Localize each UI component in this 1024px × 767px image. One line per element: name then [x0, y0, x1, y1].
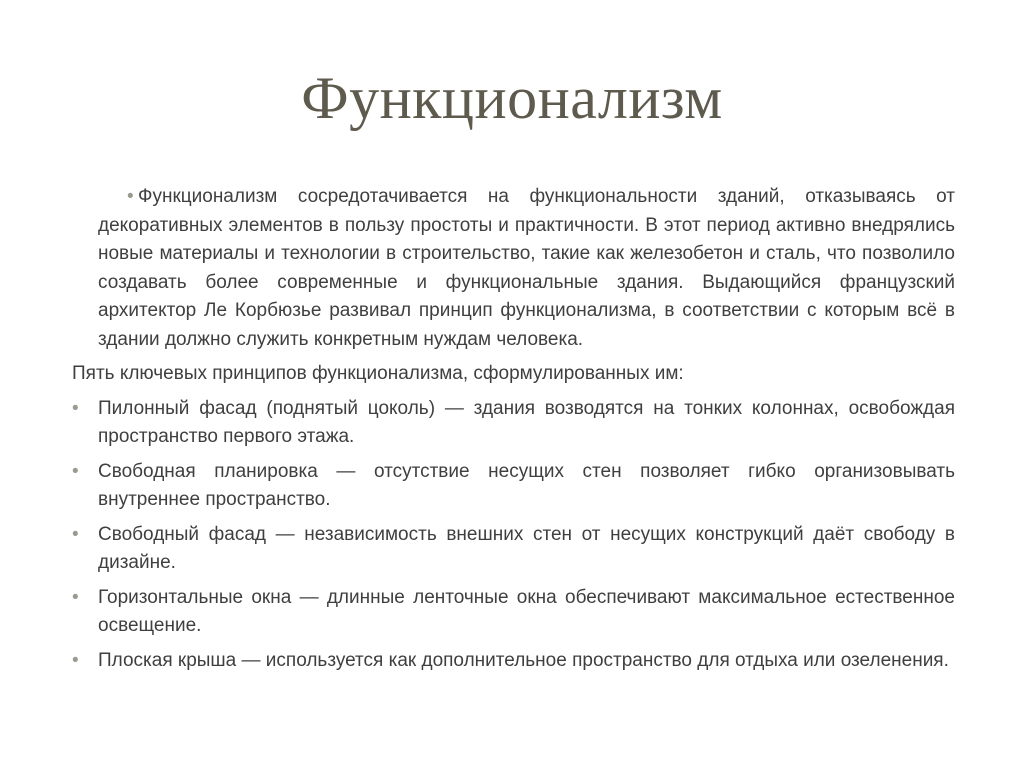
principle-text: Пилонный фасад (поднятый цоколь) — здания возводятся на тонких колоннах, освобождая пространство первого этажа. [98, 397, 955, 447]
bullet-icon: • [72, 460, 79, 482]
principle-item [72, 458, 955, 515]
bullet-icon: • [72, 649, 79, 671]
principle-item [72, 647, 955, 676]
bullet-icon: • [72, 397, 79, 419]
bullet-icon: • [72, 523, 79, 545]
slide-title: Функционализм [301, 65, 723, 131]
principle-item [72, 521, 955, 578]
intro-text: Функционализм сосредотачивается на функциональности зданий, отказываясь от декоративных элементов в пользу простоты и практичности. В этот период активно внедрялись новые материалы и технологии в строительство, такие как железобетон и сталь, что позволило создавать более современные и функциональные здания. Выдающийся французский архитектор Ле Корбюзье развивал принцип функционализма, в соответствии с которым всё в здании должно служить конкретным нуждам человека. [98, 186, 955, 350]
principle-text: Плоская крыша — используется как дополнительное пространство для отдыха или озеленения. [98, 649, 949, 671]
bullet-icon: • [72, 586, 79, 608]
principle-item [72, 395, 955, 452]
principle-text: Свободная планировка — отсутствие несущих стен позволяет гибко организовывать внутреннее пространство. [98, 460, 955, 510]
principles-list [72, 395, 955, 676]
slide-content [72, 183, 955, 681]
principles-lead: Пять ключевых принципов функционализма, сформулированных им: [72, 363, 684, 384]
bullet-icon: • [127, 186, 134, 207]
intro-paragraph [72, 183, 955, 354]
principle-text: Свободный фасад — независимость внешних стен от несущих конструкций даёт свободу в дизайне. [98, 523, 955, 573]
principle-item [72, 584, 955, 641]
principle-text: Горизонтальные окна — длинные ленточные окна обеспечивают максимальное естественное освещение. [98, 586, 955, 636]
